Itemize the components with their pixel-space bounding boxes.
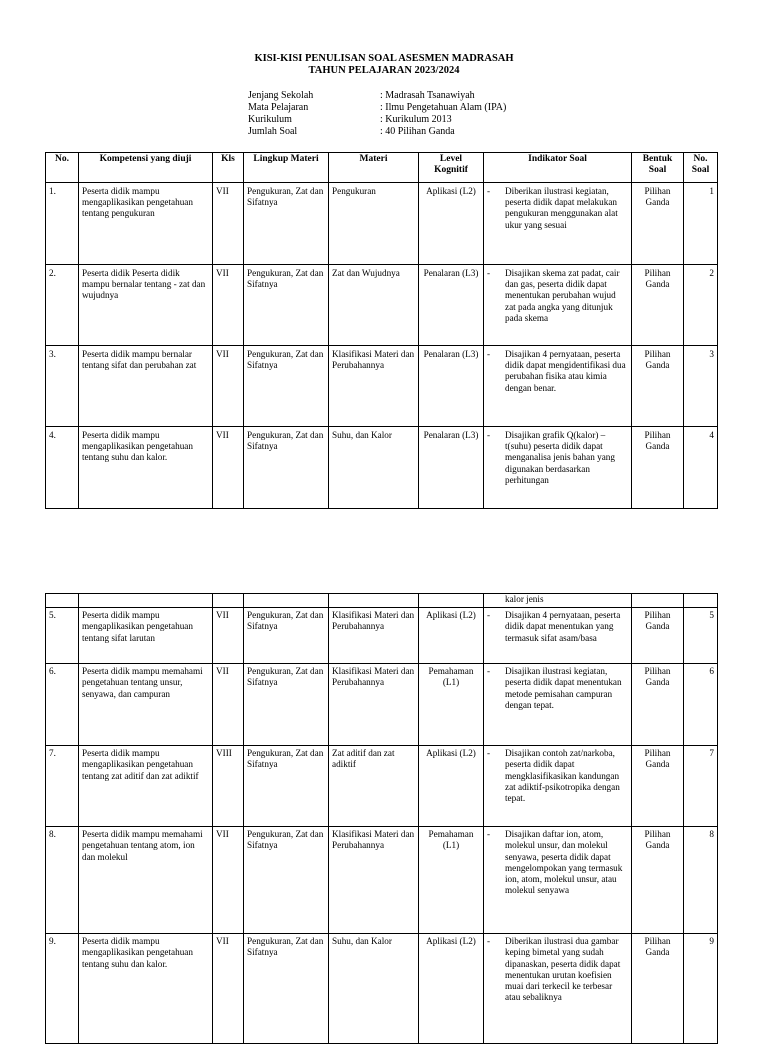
col-header-indikator-soal: Indikator Soal (484, 153, 632, 183)
bullet-dash: - (487, 748, 491, 759)
table-row-continuation (46, 594, 718, 608)
cell-lingkup (244, 594, 329, 608)
cell-lingkup: Pengukuran, Zat dan Sifatnya (244, 746, 329, 827)
cell-no: 6. (46, 664, 79, 746)
indikator-text: Diberikan ilustrasi kegiatan, peserta didik dapat melakukan pengukuran menggunakan alat ukur yang sesuai (505, 186, 618, 230)
cell-no-soal: 9 (684, 934, 718, 1044)
table-row (46, 183, 718, 265)
meta-row-kurikulum (248, 114, 506, 126)
cell-materi: Suhu, dan Kalor (329, 427, 419, 509)
cell-kompetensi (79, 594, 213, 608)
cell-no (46, 594, 79, 608)
cell-level: Penalaran (L3) (419, 427, 484, 509)
cell-no-soal: 1 (684, 183, 718, 265)
meta-row-jumlah (248, 126, 506, 138)
table-header-row (46, 153, 718, 183)
cell-no-soal: 2 (684, 265, 718, 346)
meta-label: Jumlah Soal (248, 126, 298, 137)
cell-kompetensi: Peserta didik mampu mengaplikasikan pengetahuan tentang sifat larutan (79, 608, 213, 664)
cell-kelas: VII (213, 427, 244, 509)
cell-indikator (484, 265, 632, 346)
indikator-text: Disajikan grafik Q(kalor) – t(suhu) peserta didik dapat menganalisa jenis bahan yang digunakan berdasarkan perhitungan (505, 430, 615, 485)
col-header-kelas: Kls (213, 153, 244, 183)
col-header-kompetensi: Kompetensi yang diuji (79, 153, 213, 183)
cell-kompetensi: Peserta didik mampu mengaplikasikan pengetahuan tentang suhu dan kalor. (79, 427, 213, 509)
table-row (46, 934, 718, 1044)
table-row (46, 265, 718, 346)
cell-indikator (484, 608, 632, 664)
cell-lingkup: Pengukuran, Zat dan Sifatnya (244, 664, 329, 746)
cell-indikator (484, 934, 632, 1044)
indikator-text: Disajikan 4 pernyataan, peserta didik dapat mengidentifikasi dua perubahan fisika atau kimia dengan benar. (505, 349, 626, 393)
cell-bentuk: Pilihan Ganda (632, 934, 684, 1044)
cell-materi: Klasifikasi Materi dan Perubahannya (329, 608, 419, 664)
document-subtitle: TAHUN PELAJARAN 2023/2024 (308, 65, 460, 76)
cell-materi: Pengukuran (329, 183, 419, 265)
cell-no: 9. (46, 934, 79, 1044)
cell-lingkup: Pengukuran, Zat dan Sifatnya (244, 265, 329, 346)
indikator-text: Disajikan daftar ion, atom, molekul unsur, dan molekul senyawa, peserta didik dapat mengelompokan yang termasuk ion, atom, molekul unsur, atau molekul senyawa (505, 829, 623, 896)
cell-no: 4. (46, 427, 79, 509)
cell-no: 2. (46, 265, 79, 346)
cell-bentuk: Pilihan Ganda (632, 746, 684, 827)
cell-materi (329, 594, 419, 608)
cell-kelas: VII (213, 183, 244, 265)
cell-level: Aplikasi (L2) (419, 746, 484, 827)
bullet-dash: - (487, 666, 491, 677)
cell-kelas: VIII (213, 746, 244, 827)
meta-value: : 40 Pilihan Ganda (380, 126, 455, 137)
cell-indikator-continuation: kalor jenis (484, 594, 632, 608)
col-header-bentuk-soal: Bentuk Soal (632, 153, 684, 183)
meta-row-jenjang (248, 90, 506, 102)
bullet-dash: - (487, 186, 491, 196)
cell-bentuk: Pilihan Ganda (632, 346, 684, 427)
meta-label: Jenjang Sekolah (248, 90, 314, 101)
table-row (46, 427, 718, 509)
cell-no-soal (684, 594, 718, 608)
cell-no-soal: 5 (684, 608, 718, 664)
bullet-dash: - (487, 349, 491, 359)
col-header-level-kognitif: Level Kognitif (419, 153, 484, 183)
cell-bentuk: Pilihan Ganda (632, 183, 684, 265)
cell-no: 1. (46, 183, 79, 265)
cell-indikator (484, 346, 632, 427)
indikator-text: Disajikan contoh zat/narkoba, peserta didik dapat mengklasifikasikan kandungan zat adiktif-psikotropika dengan tepat. (505, 748, 620, 804)
cell-indikator (484, 746, 632, 827)
cell-lingkup: Pengukuran, Zat dan Sifatnya (244, 827, 329, 934)
cell-kelas: VII (213, 827, 244, 934)
document-title: KISI-KISI PENULISAN SOAL ASESMEN MADRASAH (254, 53, 514, 64)
kisi-kisi-table-page-2 (45, 593, 718, 1044)
cell-no-soal: 3 (684, 346, 718, 427)
cell-lingkup: Pengukuran, Zat dan Sifatnya (244, 183, 329, 265)
indikator-text: Diberikan ilustrasi dua gambar keping bimetal yang sudah dipanaskan, peserta didik dapat menentukan urutan koefisien muai dari terkecil ke terbesar atau sebaliknya (505, 936, 621, 1003)
cell-kompetensi: Peserta didik mampu memahami pengetahuan tentang unsur, senyawa, dan campuran (79, 664, 213, 746)
cell-no-soal: 4 (684, 427, 718, 509)
cell-materi: Klasifikasi Materi dan Perubahannya (329, 664, 419, 746)
cell-lingkup: Pengukuran, Zat dan Sifatnya (244, 346, 329, 427)
indikator-text: Disajikan skema zat padat, cair dan gas, peserta didik dapat menentukan perubahan wujud zat pada angka yang ditunjuk pada skema (505, 268, 620, 323)
meta-value: : Ilmu Pengetahuan Alam (IPA) (380, 102, 507, 113)
bullet-dash: - (487, 430, 491, 440)
cell-kompetensi: Peserta didik Peserta didik mampu bernalar tentang - zat dan wujudnya (79, 265, 213, 346)
cell-level: Penalaran (L3) (419, 346, 484, 427)
cell-indikator (484, 427, 632, 509)
cell-lingkup: Pengukuran, Zat dan Sifatnya (244, 934, 329, 1044)
cell-level: Penalaran (L3) (419, 265, 484, 346)
cell-no: 8. (46, 827, 79, 934)
bullet-dash: - (487, 936, 491, 947)
cell-no-soal: 8 (684, 827, 718, 934)
table-row (46, 827, 718, 934)
cell-level: Pemahaman (L1) (419, 827, 484, 934)
table-row (46, 746, 718, 827)
cell-no-soal: 6 (684, 664, 718, 746)
table-row (46, 664, 718, 746)
indikator-text: Disajikan ilustrasi kegiatan, peserta didik dapat menentukan metode pemisahan campuran dengan tepat. (505, 666, 622, 710)
cell-no: 7. (46, 746, 79, 827)
cell-lingkup: Pengukuran, Zat dan Sifatnya (244, 427, 329, 509)
cell-kompetensi: Peserta didik mampu mengaplikasikan pengetahuan tentang suhu dan kalor. (79, 934, 213, 1044)
cell-bentuk: Pilihan Ganda (632, 265, 684, 346)
document-meta (248, 90, 506, 138)
meta-value: : Kurikulum 2013 (380, 114, 452, 125)
cell-indikator (484, 183, 632, 265)
cell-materi: Zat aditif dan zat adiktif (329, 746, 419, 827)
cell-level: Aplikasi (L2) (419, 934, 484, 1044)
meta-label: Kurikulum (248, 114, 292, 125)
cell-kompetensi: Peserta didik mampu bernalar tentang sifat dan perubahan zat (79, 346, 213, 427)
cell-kelas (213, 594, 244, 608)
cell-indikator (484, 827, 632, 934)
cell-materi: Klasifikasi Materi dan Perubahannya (329, 827, 419, 934)
table-row (46, 608, 718, 664)
col-header-lingkup-materi: Lingkup Materi (244, 153, 329, 183)
cell-bentuk: Pilihan Ganda (632, 827, 684, 934)
meta-label: Mata Pelajaran (248, 102, 309, 113)
bullet-dash: - (487, 829, 491, 840)
cell-level: Aplikasi (L2) (419, 608, 484, 664)
cell-bentuk: Pilihan Ganda (632, 608, 684, 664)
cell-indikator (484, 664, 632, 746)
cell-materi: Klasifikasi Materi dan Perubahannya (329, 346, 419, 427)
cell-kelas: VII (213, 608, 244, 664)
cell-level: Aplikasi (L2) (419, 183, 484, 265)
table-row (46, 346, 718, 427)
cell-kelas: VII (213, 934, 244, 1044)
meta-row-mapel (248, 102, 506, 114)
cell-bentuk: Pilihan Ganda (632, 664, 684, 746)
bullet-dash: - (487, 610, 491, 621)
cell-no-soal: 7 (684, 746, 718, 827)
cell-kelas: VII (213, 346, 244, 427)
cell-kompetensi: Peserta didik mampu mengaplikasikan pengetahuan tentang zat aditif dan zat adiktif (79, 746, 213, 827)
cell-lingkup: Pengukuran, Zat dan Sifatnya (244, 608, 329, 664)
cell-kelas: VII (213, 664, 244, 746)
cell-level: Pemahaman (L1) (419, 664, 484, 746)
cell-kelas: VII (213, 265, 244, 346)
col-header-materi: Materi (329, 153, 419, 183)
cell-no: 3. (46, 346, 79, 427)
cell-kompetensi: Peserta didik mampu mengaplikasikan pengetahuan tentang pengukuran (79, 183, 213, 265)
meta-value: : Madrasah Tsanawiyah (380, 90, 475, 101)
kisi-kisi-table-page-1 (45, 152, 718, 509)
indikator-text: Disajikan 4 pernyataan, peserta didik dapat menentukan yang termasuk sifat asam/basa (505, 610, 621, 643)
col-header-no-soal: No. Soal (684, 153, 718, 183)
cell-no: 5. (46, 608, 79, 664)
cell-materi: Suhu, dan Kalor (329, 934, 419, 1044)
cell-materi: Zat dan Wujudnya (329, 265, 419, 346)
cell-kompetensi: Peserta didik mampu memahami pengetahuan tentang atom, ion dan molekul (79, 827, 213, 934)
bullet-dash: - (487, 268, 491, 278)
col-header-no: No. (46, 153, 79, 183)
cell-bentuk: Pilihan Ganda (632, 427, 684, 509)
cell-bentuk (632, 594, 684, 608)
cell-level (419, 594, 484, 608)
